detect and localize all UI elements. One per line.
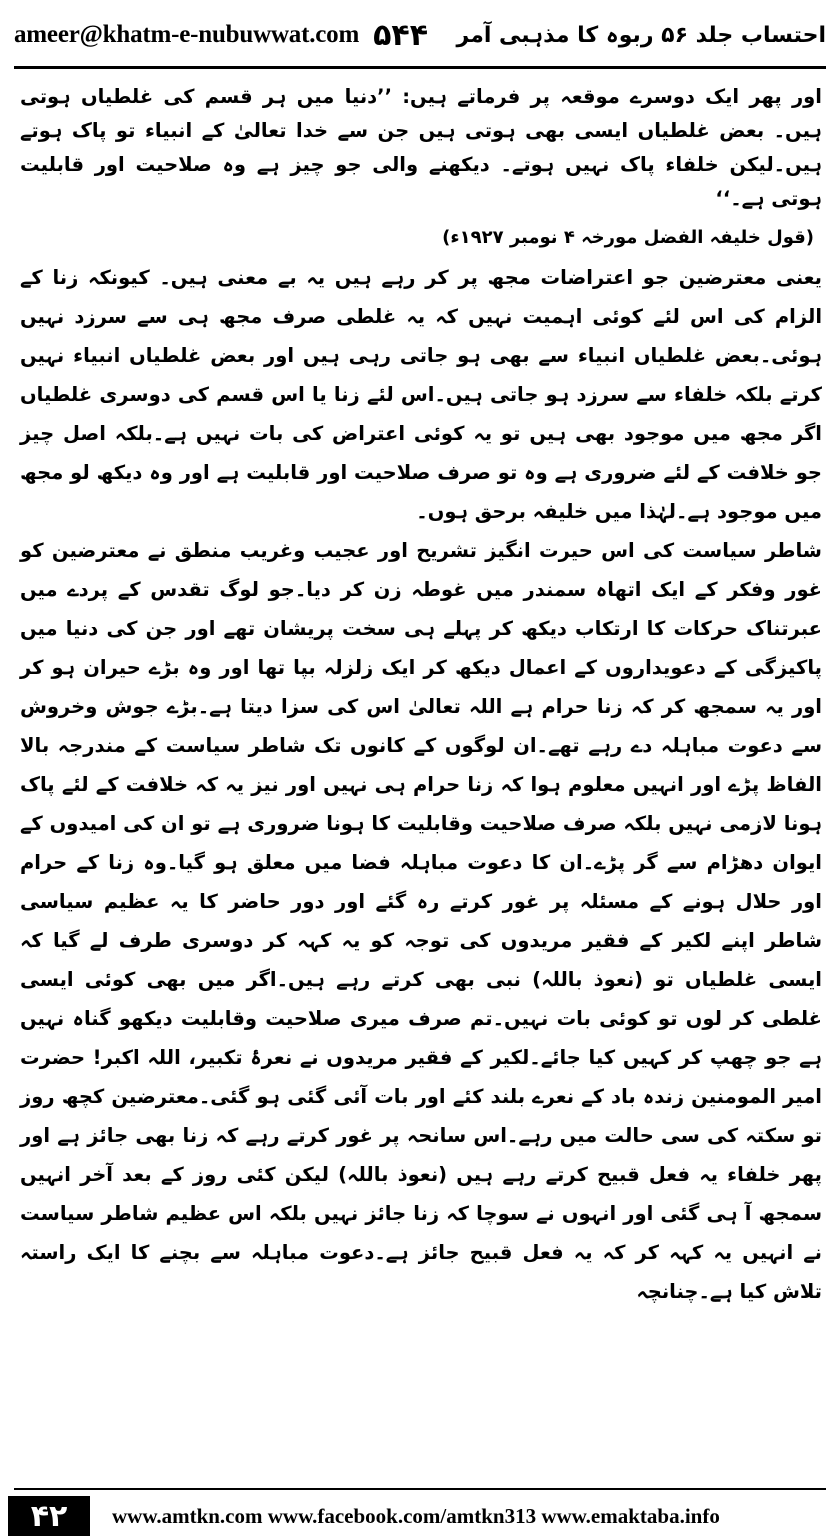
header-left (14, 18, 428, 53)
page-header (14, 6, 826, 64)
page-content (20, 80, 822, 1311)
quote-text: اور پھر ایک دوسرے موقعہ پر فرماتے ہیں: ’’دنیا میں ہر قسم کی غلطیاں ہوتی ہیں۔ بعض غلطیاں ایسی بھی ہوتی ہیں جن سے خدا تعالیٰ کے انبیاء تو پاک ہوتے ہیں۔لیکن خلفاء پاک نہیں ہوتے۔ دیکھنے والی جو چیز ہے وہ صلاحیت اور قابلیت ہوتی ہے۔‘‘ (20, 85, 822, 210)
footer-rule (14, 1488, 826, 1490)
paragraph-1: یعنی معترضین جو اعتراضات مجھ پر کر رہے ہیں یہ بے معنی ہیں۔ کیونکہ زنا کے الزام کی اس لئے کوئی اہمیت نہیں کہ یہ غلطی صرف مجھ ہی سے سرزد نہیں ہوئی۔بعض غلطیاں انبیاء سے بھی ہو جاتی رہی ہیں اور بعض غلطیاں انبیاء نہیں کرتے بلکہ خلفاء سے سرزد ہو جاتی ہیں۔اس لئے زنا یا اس قسم کی دوسری غلطیاں اگر مجھ میں موجود بھی ہیں تو یہ کوئی اعتراض کی بات نہیں ہے۔بلکہ اصل چیز جو خلافت کے لئے ضروری ہے وہ تو صرف صلاحیت اور قابلیت ہے اور وہ دیکھ لو مجھ میں موجود ہے۔لہٰذا میں خلیفہ برحق ہوں۔ (20, 266, 822, 523)
header-email: ameer@khatm-e-nubuwwat.com (14, 21, 360, 48)
page-footer (0, 1492, 840, 1540)
quote-citation: (قول خلیفہ الفضل مورخہ ۴ نومبر ۱۹۲۷ء) (442, 227, 814, 248)
footer-page-number: ۴۲ (8, 1496, 90, 1536)
header-rule (14, 66, 826, 69)
paragraph-2: شاطر سیاست کی اس حیرت انگیز تشریح اور عجیب وغریب منطق نے معترضین کو غور وفکر کے ایک اتھاہ سمندر میں غوطہ زن کر دیا۔جو لوگ تقدس کے پردے میں عبرتناک حرکات کا ارتکاب دیکھ کر پہلے ہی سخت پریشان تھے اور جن کی دنیا میں پاکیزگی کے دعویداروں کے اعمال دیکھ کر ایک زلزلہ بپا تھا اور وہ بڑے حیران ہو کر اور یہ سمجھ کر کہ زنا حرام ہے اللہ تعالیٰ اس کی سزا دیتا ہے۔بڑے جوش وخروش سے دعوت مباہلہ دے رہے تھے۔ان لوگوں کے کانوں تک شاطر سیاست کے مندرجہ بالا الفاظ پڑے اور انہیں معلوم ہوا کہ زنا حرام ہی نہیں اور نیز یہ کہ خلافت کے لئے پاک ہونا لازمی نہیں بلکہ صرف صلاحیت وقابلیت کا ہونا ضروری ہے تو ان کی امیدوں کے ایوان دھڑام سے گر پڑے۔ان کا دعوت مباہلہ فضا میں معلق ہو گیا۔وہ زنا کے حرام اور حلال ہونے کے مسئلہ پر غور کرتے رہ گئے اور دور حاضر کا یہ عظیم سیاسی شاطر اپنے لکیر کے فقیر مریدوں کی توجہ کو یہ کہہ کر دوسری طرف لے گیا کہ ایسی غلطیاں تو (نعوذ باللہ) نبی بھی کرتے رہے ہیں۔اگر میں بھی کوئی ایسی غلطی کر لوں تو کوئی بات نہیں۔تم صرف میری صلاحیت وقابلیت دیکھو گناہ نہیں ہے جو چھپ کر کہیں کیا جائے۔لکیر کے فقیر مریدوں نے نعرۂ تکبیر، اللہ اکبر! حضرت امیر المومنین زندہ باد کے نعرے بلند کئے اور بات آئی گئی ہو گئی۔معترضین کچھ روز تو سکتہ کی سی حالت میں رہے۔اس سانحہ پر غور کرتے رہے کہ زنا بھی جائز ہے اور پھر خلفاء یہ فعل قبیح کرتے رہے ہیں (نعوذ باللہ) لیکن کئی روز کے بعد آخر انہیں سمجھ آ ہی گئی اور انہوں نے سوچا کہ زنا جائز نہیں بلکہ اس عظیم شاطر سیاست نے انہیں یہ کہہ کر کہ یہ فعل قبیح جائز ہے۔دعوت مباہلہ سے بچنے کا ایک راستہ تلاش کیا ہے۔چنانچہ (20, 539, 822, 1303)
header-page-number: ۵۴۴ (373, 17, 429, 53)
footer-urls: www.amtkn.com www.facebook.com/amtkn313 www.emaktaba.info (112, 1503, 720, 1528)
running-title: احتساب جلد ۵۶ ربوہ کا مذہبی آمر (456, 22, 826, 48)
